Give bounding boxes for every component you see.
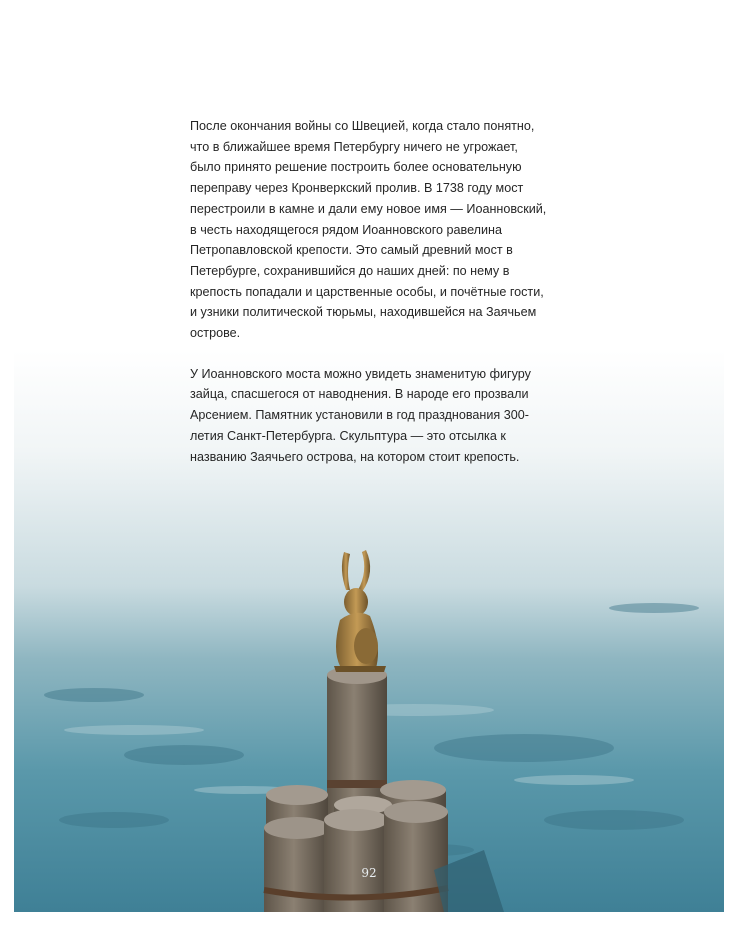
paragraph-2: У Иоанновского моста можно увидеть знаменитую фигуру зайца, спасшегося от наводнения. В народе его прозвали Арсением. Памятник установили в год празднования 300-летия Санкт-Петербурга. Скульптура — это отсылка к названию Заячьего острова, на котором стоит крепость.	[190, 366, 531, 464]
paragraph-1: После окончания войны со Швецией, когда стало понятно, что в ближайшее время Петербургу ничего не угрожает, было принято решение построить более основательную переправу через Кронверкский пролив. В 1738 году мост перестроили в камне и дали ему новое имя — Иоанновский, в честь находящегося рядом Иоанновского равелина Петропавловской крепости. Это самый древний мост в Петербурге, сохранившийся до наших дней: по нему в крепость попадали и царственные особы, и почётные гости, и узники политической тюрьмы, находившейся на Заячьем острове.	[190, 119, 547, 341]
page-number: 92	[361, 866, 377, 880]
text-block	[190, 116, 550, 467]
